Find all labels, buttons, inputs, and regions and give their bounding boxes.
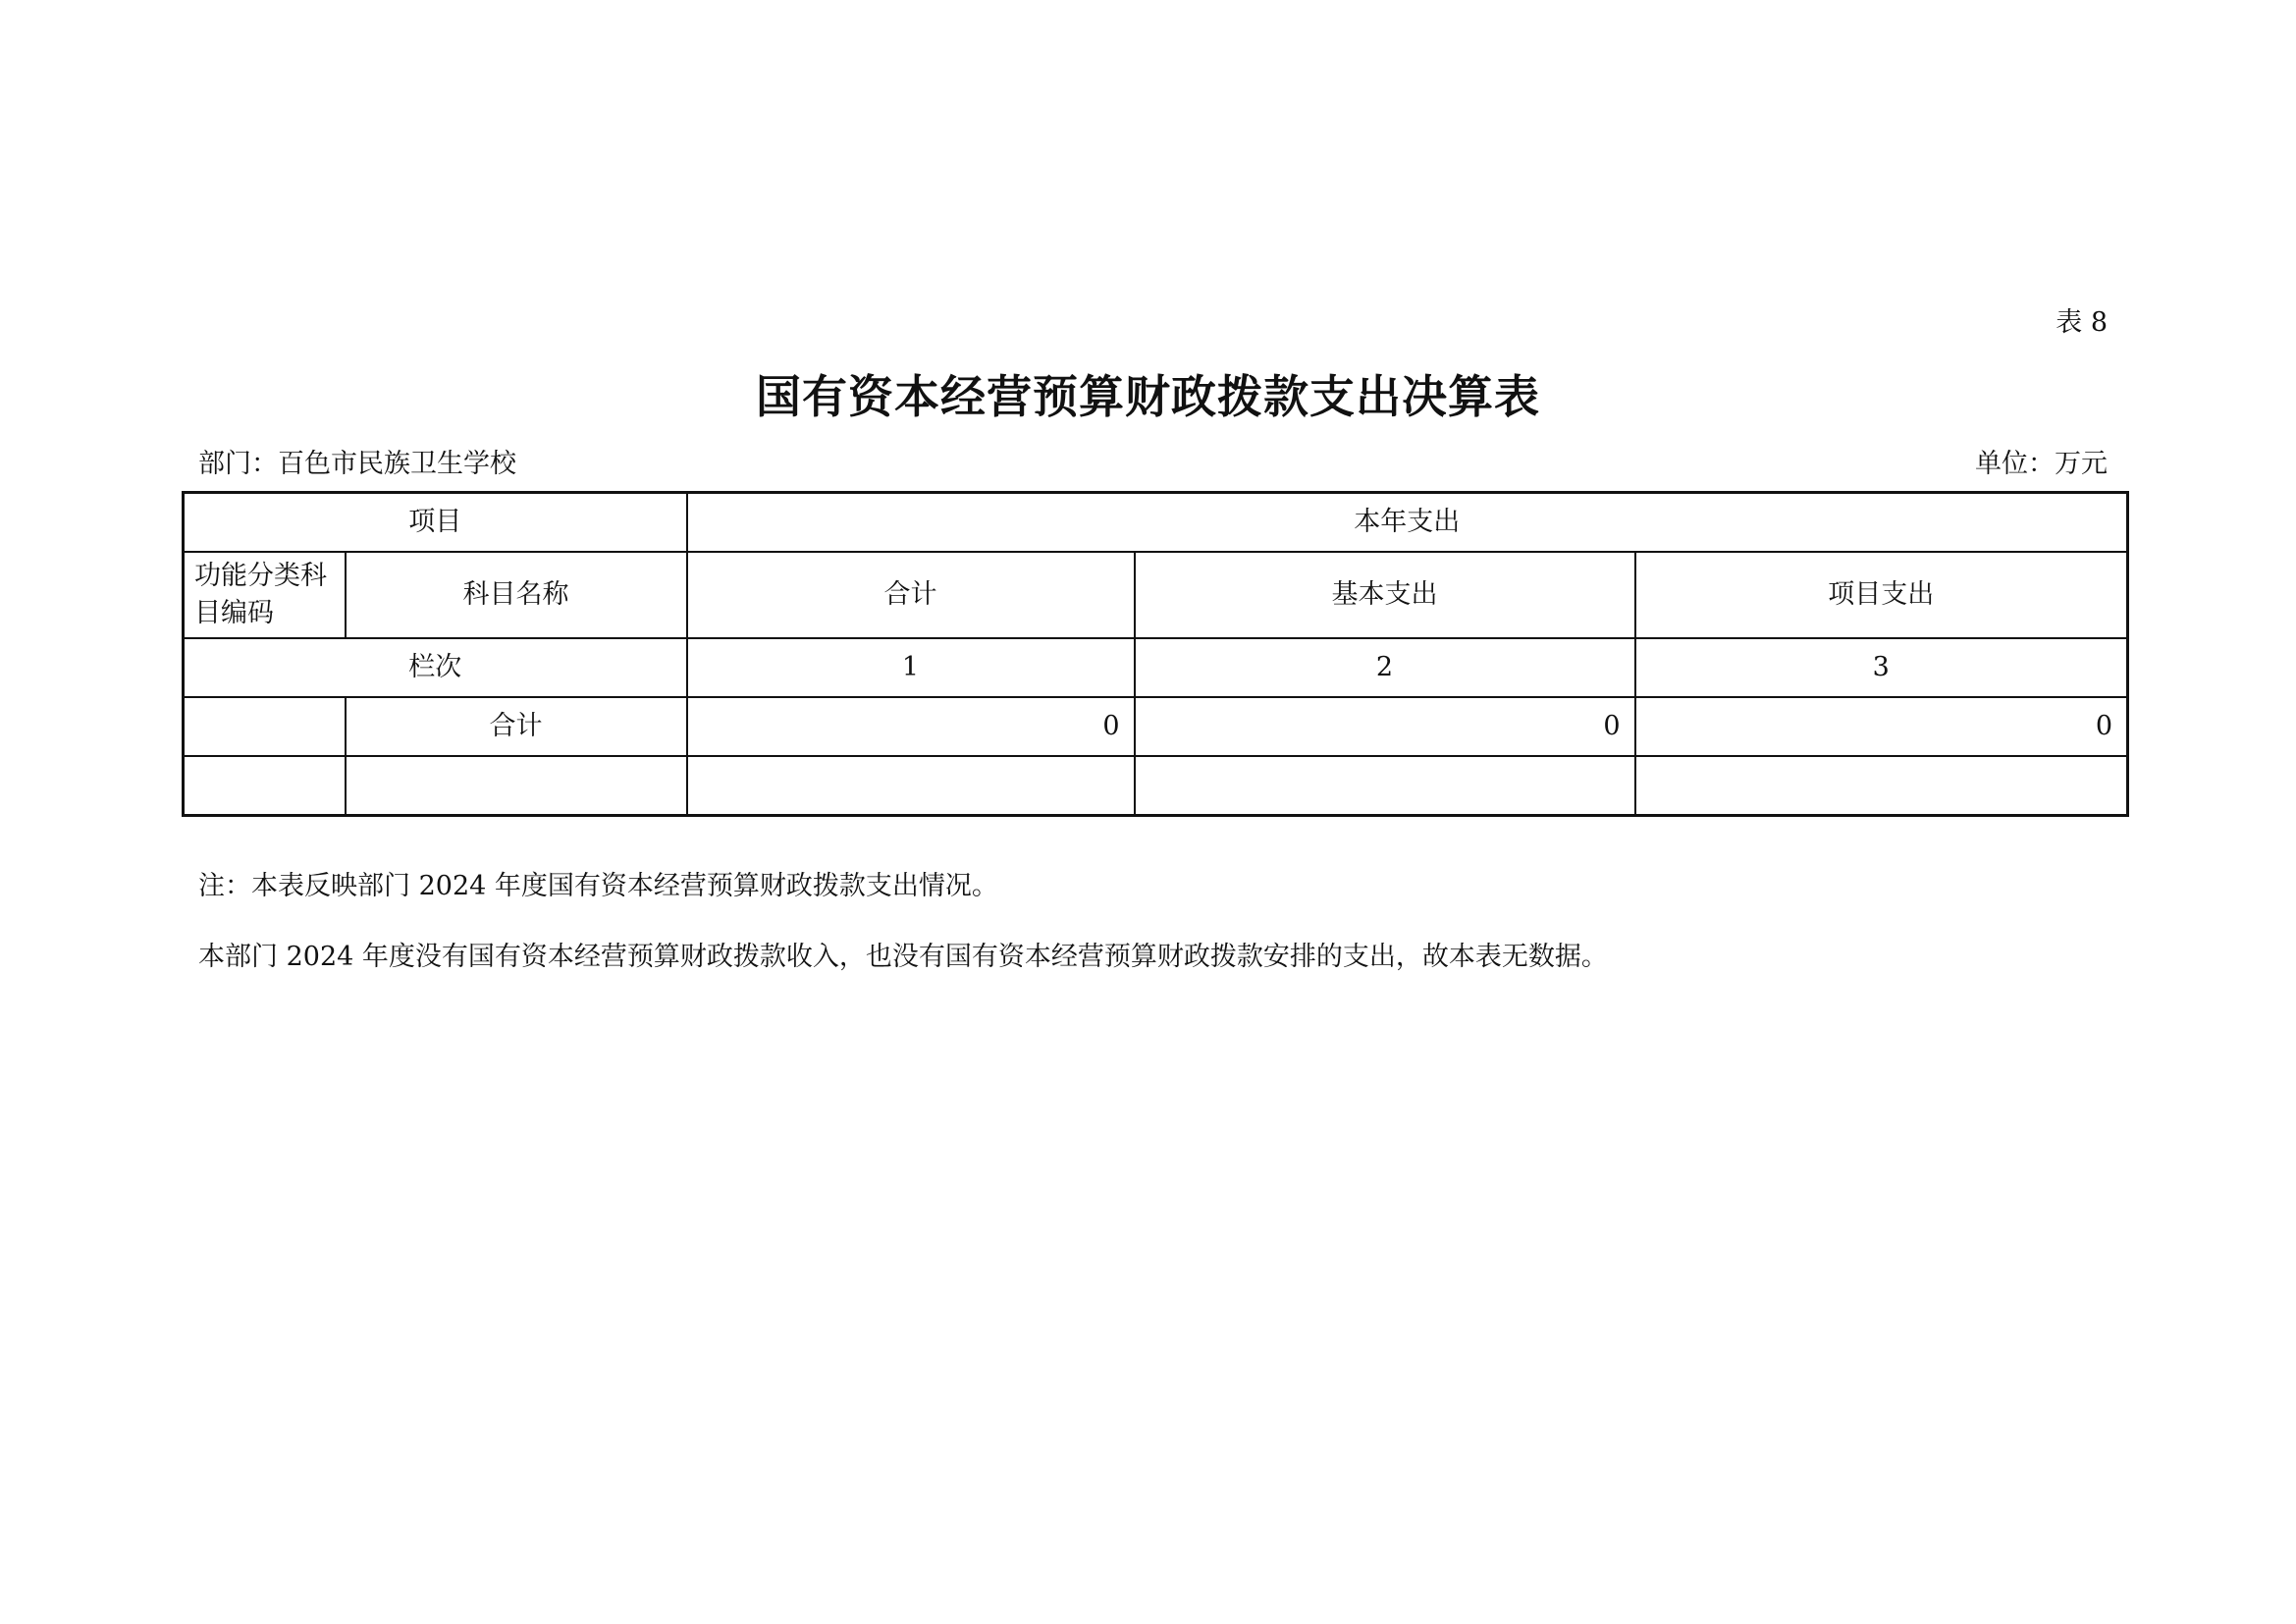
total-row-name: 合计 bbox=[346, 697, 687, 756]
empty-cell bbox=[1635, 756, 2128, 816]
empty-cell bbox=[1135, 756, 1635, 816]
table-row-empty bbox=[184, 756, 2128, 816]
header-func-code: 功能分类科目编码 bbox=[184, 552, 346, 638]
header-total: 合计 bbox=[687, 552, 1135, 638]
header-subject-name: 科目名称 bbox=[346, 552, 687, 638]
table-index-row bbox=[184, 638, 2128, 697]
index-2: 2 bbox=[1135, 638, 1635, 697]
index-3: 3 bbox=[1635, 638, 2128, 697]
unit-label: 单位：万元 bbox=[1975, 449, 2108, 479]
table-number: 表 8 bbox=[2056, 307, 2108, 338]
note-2: 本部门 2024 年度没有国有资本经营预算财政拨款收入，也没有国有资本经营预算财政拨款安排的支出，故本表无数据。 bbox=[198, 942, 1608, 972]
header-project: 项目支出 bbox=[1635, 552, 2128, 638]
header-basic: 基本支出 bbox=[1135, 552, 1635, 638]
header-year-expense: 本年支出 bbox=[687, 493, 2128, 553]
total-row-total: 0 bbox=[687, 697, 1135, 756]
empty-cell bbox=[687, 756, 1135, 816]
note-1: 注：本表反映部门 2024 年度国有资本经营预算财政拨款支出情况。 bbox=[198, 871, 998, 901]
page-title: 国有资本经营预算财政拨款支出决算表 bbox=[756, 370, 1540, 423]
table-row bbox=[184, 697, 2128, 756]
row-index-label: 栏次 bbox=[184, 638, 687, 697]
total-row-project: 0 bbox=[1635, 697, 2128, 756]
table-header-row bbox=[184, 493, 2128, 553]
budget-table bbox=[182, 491, 2129, 817]
total-row-code bbox=[184, 697, 346, 756]
total-row-basic: 0 bbox=[1135, 697, 1635, 756]
index-1: 1 bbox=[687, 638, 1135, 697]
department-label: 部门：百色市民族卫生学校 bbox=[198, 449, 516, 479]
empty-cell bbox=[346, 756, 687, 816]
header-item: 项目 bbox=[184, 493, 687, 553]
table-subheader-row bbox=[184, 552, 2128, 638]
empty-cell bbox=[184, 756, 346, 816]
